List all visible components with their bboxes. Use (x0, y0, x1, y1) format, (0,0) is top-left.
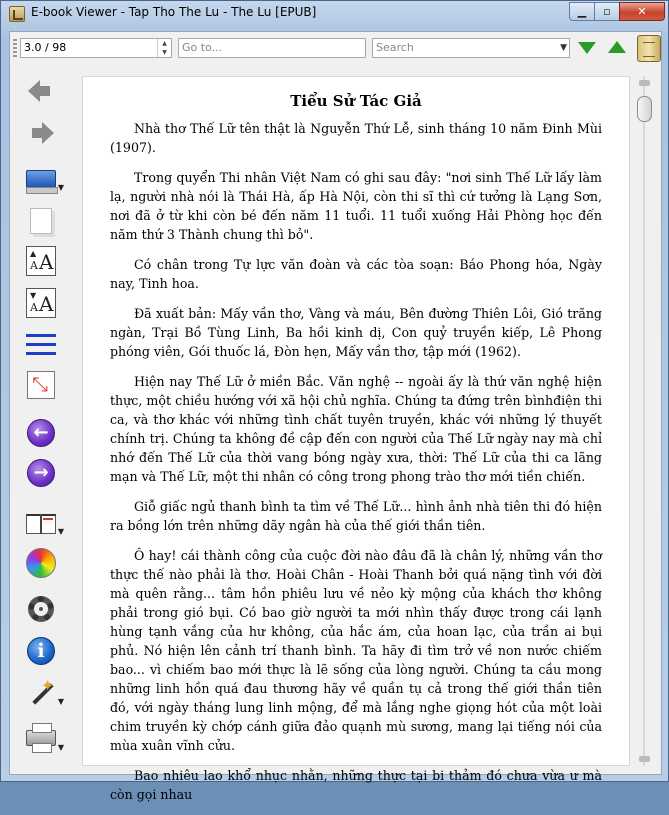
paragraph: Bao nhiêu lao khổ nhục nhằn, những thực tại bi thảm đó chưa vừa ư mà còn gọi nhau (110, 768, 602, 802)
title-bar[interactable] (1, 1, 668, 27)
maximize-button[interactable]: ▫ (594, 2, 620, 21)
monitor-icon (26, 170, 56, 188)
toolbar-grip[interactable] (13, 39, 17, 59)
back-button[interactable] (24, 74, 58, 108)
circle-arrow-left-icon: ← (27, 419, 55, 447)
palette-icon (26, 548, 56, 578)
paragraph: Có chân trong Tự lực văn đoàn và các tòa soạn: Báo Phong hóa, Ngày nay, Tinh hoa. (110, 257, 602, 291)
spin-up-icon[interactable]: ▲ (162, 40, 167, 47)
magic-wand-icon (26, 678, 56, 708)
client-area (9, 31, 662, 802)
find-next-icon[interactable] (578, 42, 596, 54)
goto-placeholder: Go to... (182, 41, 223, 54)
copy-button[interactable] (24, 204, 58, 238)
previous-page-button[interactable] (24, 416, 58, 450)
font-decrease-icon: ▼ A A (26, 288, 56, 318)
arrow-right-icon (42, 122, 54, 144)
metadata-button[interactable] (24, 634, 58, 668)
printer-icon (26, 730, 56, 746)
copy-pages-icon (30, 208, 52, 234)
paragraph: Giỗ giấc ngủ thanh bình ta tìm về Thế Lữ... hình ảnh nhà tiên thi đó hiện ra bồng lớn trên những dãy ngân hà của thế giới thần tiên. (110, 499, 602, 533)
find-previous-icon[interactable] (608, 41, 626, 53)
vertical-scrollbar[interactable] (636, 76, 653, 766)
chevron-down-icon[interactable]: ▼ (57, 743, 64, 752)
info-icon: i (27, 637, 55, 665)
print-button[interactable] (24, 722, 64, 756)
font-smaller-button[interactable] (24, 286, 58, 320)
preferences-button[interactable] (24, 592, 58, 626)
paragraph: Hiện nay Thế Lữ ở miền Bắc. Văn nghệ -- ngoài ấy là thứ văn nghệ hiện thực, một chiều hướng với xã hội chủ nghĩa. Chúng ta đứng trên bìnhđiện thi ca, và thơ khác với những tình chất tuyên truyền, khác với những lý thuyết chính trị. Chúng ta không đề cập đến con người của Thế Lữ ngày nay mà chỉ nhớ đến Thế Lữ của thời vang bóng ngày xưa, thời: Thế Lữ của thi ca lãng mạn và Thế Lữ, một thi nhân có công trong phong trào thơ mới tiền chiến. (110, 374, 602, 484)
window-title: E-book Viewer - Tap Tho The Lu - The Lu [EPUB] (31, 5, 317, 19)
app-icon (9, 6, 25, 22)
next-page-button[interactable] (24, 456, 58, 490)
table-of-contents-button[interactable] (24, 328, 58, 362)
forward-button[interactable] (24, 116, 58, 150)
position-spinner[interactable] (157, 39, 171, 57)
scroll-thumb[interactable] (637, 96, 652, 122)
bookmarks-button[interactable] (24, 506, 64, 540)
search-placeholder: Search (376, 41, 414, 54)
chapter-heading: Tiểu Sử Tác Giả (290, 92, 422, 110)
scroll-bottom-cap (639, 756, 650, 762)
close-button[interactable]: ✕ (619, 2, 665, 21)
chevron-down-icon[interactable]: ▼ (57, 527, 64, 536)
book-page[interactable] (82, 76, 630, 802)
font-larger-button[interactable] (24, 244, 58, 278)
scroll-top-cap (639, 80, 650, 86)
fullscreen-button[interactable] (24, 368, 58, 402)
tools-button[interactable] (24, 676, 64, 710)
search-input[interactable] (372, 38, 570, 58)
gear-icon (28, 596, 54, 622)
goto-input[interactable] (178, 38, 366, 58)
paragraph: Nhà thơ Thế Lữ tên thật là Nguyễn Thứ Lễ, sinh tháng 10 năm Đinh Mùi (1907). (110, 121, 602, 155)
open-ebook-button[interactable] (24, 162, 64, 196)
book-content (110, 91, 602, 815)
paragraph: Ô hay! cái thành công của cuộc đời nào đâu đã là chân lý, những vần thơ thực thế nào phải là thơ. Hoài Chân - Hoài Thanh bởi quá nặng tình với đời mà quên rằng... tâm hồn phiêu lưu về nẻo kỳ mộng của khách thơ không phải trong gió bụi. Có bao giờ người ta mới nhìn thấy được trong cái lạnh hùng tạnh vắng của hư không, của hắc ám, của hoan lạc, của trần ai bụi phủ. Nó hiện lên cảnh trí thanh bình. Ta hãy đi tìm trở về non nước chiếm bao... vì chiếm bao mới thực là lẽ sống của lòng người. Chúng ta cầu mong những linh hồn quá đau thương hãy về quần tụ cả trong thế giới thần tiên đó, với ngày tháng lung linh mộng, để mà lắng nghe giọng hót của một loài chim truyền kỳ chớp cánh giữa đảo quạnh mù sương, mang lại tiếng nói của mùa xuân vĩnh cửu. (110, 548, 602, 753)
font-increase-icon: ▲ A A (26, 246, 56, 276)
position-spinbox[interactable] (20, 38, 172, 58)
arrow-left-icon (28, 80, 40, 102)
fullscreen-icon (27, 371, 55, 399)
reference-mode-button[interactable] (24, 546, 58, 580)
book-icon (26, 514, 56, 534)
minimize-button[interactable]: ▁ (569, 2, 595, 21)
scroll-reference-icon[interactable] (637, 35, 661, 62)
chevron-down-icon[interactable]: ▼ (560, 43, 567, 53)
paragraph: Đã xuất bản: Mấy vần thơ, Vàng và máu, Bên đường Thiên Lôi, Gió trăng ngàn, Trại Bồ Tùng Linh, Ba hồi kinh dị, Con quỷ truyền kiếp, Lê Phong phóng viên, Gói thuốc lá, Đòn hẹn, Mấy vần thơ, tập mới (1962). (110, 306, 602, 359)
position-value: 3.0 / 98 (24, 41, 67, 54)
top-toolbar (10, 32, 661, 66)
left-toolbar (10, 66, 72, 774)
circle-arrow-right-icon: → (27, 459, 55, 487)
toc-lines-icon (26, 334, 56, 356)
chevron-down-icon[interactable]: ▼ (57, 697, 64, 706)
spin-down-icon[interactable]: ▼ (162, 49, 167, 56)
chevron-down-icon[interactable]: ▼ (57, 183, 64, 192)
paragraph: Trong quyển Thi nhân Việt Nam có ghi sau đây: "nơi sinh Thế Lữ lấy làm lạ, người nhà nói là Thái Hà, ấp Hà Nội, còn thi sĩ thì cứ tưởng là Lạng Sơn, nơi đã ở từ khi còn bé đến năm 11 tuổi. 11 tuổi xuống Hải Phòng học đến năm thứ 3 Thành chung thì bỏ". (110, 170, 602, 242)
scroll-track[interactable] (643, 76, 645, 766)
